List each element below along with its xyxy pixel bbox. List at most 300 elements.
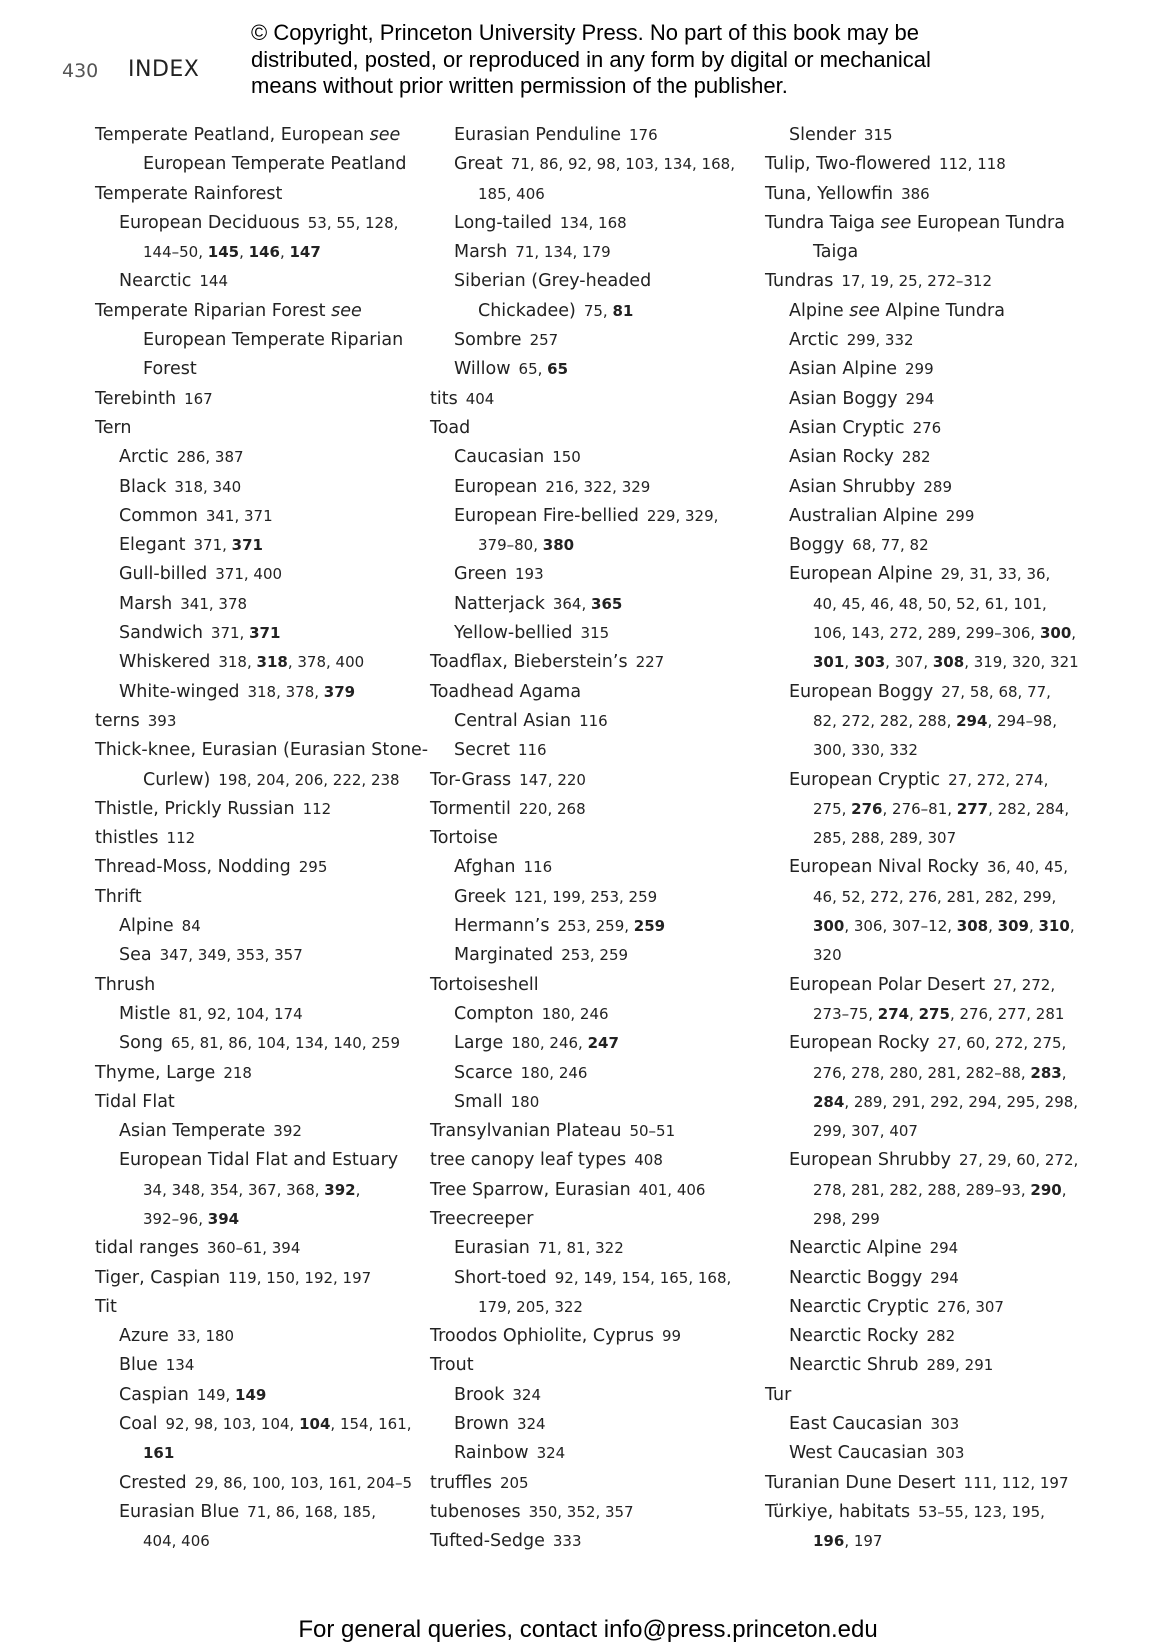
index-line (430, 1205, 760, 1234)
page-refs: 273–75, (813, 1004, 878, 1023)
entry-term: European Polar Desert (789, 974, 986, 995)
page-refs: 112 (302, 799, 332, 818)
index-line (95, 1527, 415, 1556)
index-line (765, 1351, 1105, 1380)
entry-term: Gull-billed (119, 564, 208, 585)
index-line (765, 1234, 1105, 1263)
page-ref-bold: 310 (1038, 917, 1070, 936)
index-line (430, 1176, 760, 1205)
entry-term: Tundras (765, 271, 834, 292)
index-line (95, 648, 415, 677)
entry-term: Asian Rocky (789, 447, 894, 468)
entry-term: Brown (454, 1414, 509, 1435)
index-line (765, 414, 1105, 443)
entry-term: European Fire-bellied (454, 505, 639, 526)
index-line (95, 1351, 415, 1380)
page-refs: 27, 272, (993, 975, 1056, 994)
entry-term: Transylvanian Plateau (430, 1121, 622, 1142)
see-reference: see (880, 212, 912, 233)
page-refs: , 294–98, (987, 711, 1057, 730)
page-refs: 29, 31, 33, 36, (940, 565, 1051, 584)
entry-term: Thyme, Large (95, 1062, 216, 1083)
entry-term: Thick-knee, Eurasian (Eurasian Stone- (95, 740, 429, 761)
index-line (430, 1000, 760, 1029)
page-ref-bold: 259 (633, 917, 666, 936)
entry-term: European Shrubby (789, 1150, 951, 1171)
entry-term: Asian Boggy (789, 388, 898, 409)
entry-term: Hermann’s (454, 916, 550, 937)
index-line (95, 1088, 415, 1117)
index-line (95, 1264, 415, 1293)
index-line (430, 648, 760, 677)
entry-term: Scarce (454, 1062, 513, 1083)
entry-term: Caucasian (454, 447, 545, 468)
index-line (95, 1146, 415, 1175)
entry-term: Small (454, 1091, 503, 1112)
page-refs: 167 (184, 389, 213, 408)
index-line (95, 1059, 415, 1088)
index-line (95, 1176, 415, 1205)
index-line (95, 736, 429, 765)
copyright-notice (251, 20, 951, 100)
page-refs: 392 (273, 1122, 302, 1141)
entry-term: tits (430, 388, 458, 409)
entry-term: Eurasian Blue (119, 1501, 240, 1522)
entry-term: Secret (454, 740, 510, 761)
entry-term: Brook (454, 1384, 505, 1405)
see-reference: see (369, 125, 401, 145)
index-line (765, 150, 1105, 179)
entry-term: Tuna, Yellowfin (765, 183, 894, 204)
entry-term: Troodos Ophiolite, Cyprus (430, 1326, 654, 1347)
page-refs: 27, 272, 274, (948, 770, 1049, 789)
index-line (430, 443, 760, 472)
index-line (765, 1088, 1105, 1117)
entry-term: Temperate Rainforest (95, 183, 283, 204)
index-column-1 (95, 121, 429, 1557)
page-ref-bold: 308 (956, 917, 989, 936)
entry-term: Thread-Moss, Nodding (95, 857, 291, 878)
index-line (430, 297, 760, 326)
index-line (95, 1498, 415, 1527)
section-title: INDEX (128, 57, 200, 82)
entry-term: thistles (95, 828, 159, 849)
entry-term: Elegant (119, 535, 186, 556)
page-refs: 299 (905, 360, 934, 379)
index-line (430, 941, 760, 970)
entry-term: Black (119, 476, 167, 497)
page-refs: 350, 352, 357 (528, 1502, 634, 1521)
page-refs: , (1071, 624, 1077, 643)
page-refs: 180, 246 (520, 1063, 588, 1082)
page-refs: 119, 150, 192, 197 (228, 1268, 372, 1287)
entry-term: tree canopy leaf types (430, 1150, 627, 1171)
entry-term: Arctic (119, 447, 169, 468)
page-ref-bold: 81 (612, 301, 634, 320)
index-line (765, 736, 1105, 765)
index-line (430, 766, 760, 795)
entry-term: Whiskered (119, 652, 211, 673)
index-line (430, 736, 760, 765)
index-line (430, 1146, 760, 1175)
index-line (430, 883, 760, 912)
entry-term: Nearctic Rocky (789, 1326, 919, 1347)
index-line (430, 853, 760, 882)
index-line (95, 180, 415, 209)
index-line (95, 385, 415, 414)
page-refs: 408 (634, 1151, 663, 1170)
index-line (430, 1469, 760, 1498)
index-line (765, 795, 1105, 824)
page-refs: 404 (465, 389, 495, 408)
entry-term: Slender (789, 125, 856, 145)
page-ref-bold: 318 (256, 653, 288, 672)
index-line (430, 560, 760, 589)
page-refs: 320 (813, 946, 842, 965)
page-refs: , 276–81, (882, 799, 957, 818)
index-line (95, 238, 415, 267)
page-refs: 299, 307, 407 (813, 1122, 918, 1141)
page-refs: 253, 259 (561, 946, 629, 965)
entry-term: Song (119, 1033, 164, 1054)
entry-term: Toad (430, 417, 471, 438)
index-line (765, 209, 1105, 238)
page-refs: 46, 52, 272, 276, 281, 282, 299, (813, 887, 1057, 906)
entry-term: European Nival Rocky (789, 857, 979, 878)
page-refs: 275, (813, 799, 852, 818)
page-refs: 220, 268 (518, 799, 586, 818)
page-refs: 112, 118 (939, 155, 1006, 174)
index-line (430, 1088, 760, 1117)
page-refs: 82, 272, 282, 288, (813, 711, 957, 730)
index-line (765, 1264, 1105, 1293)
page-ref-bold: 283 (1030, 1063, 1062, 1082)
entry-term: Alpine (789, 300, 850, 321)
entry-term: Large (454, 1033, 504, 1054)
index-line (95, 1322, 415, 1351)
page-ref-bold: 290 (1030, 1180, 1062, 1199)
index-line (430, 414, 760, 443)
entry-term: Türkiye, habitats (765, 1501, 911, 1522)
index-line (430, 795, 760, 824)
page-refs: 134 (165, 1356, 195, 1375)
page-refs: 71, 81, 322 (537, 1239, 624, 1258)
index-line (765, 766, 1105, 795)
index-line (765, 1059, 1105, 1088)
index-line (765, 1176, 1105, 1205)
index-line (765, 473, 1105, 502)
entry-term: Greek (454, 886, 507, 907)
page-ref-bold: 161 (143, 1444, 175, 1463)
page-refs: 116 (517, 741, 547, 760)
index-line (765, 1469, 1105, 1498)
index-line (765, 1498, 1105, 1527)
index-line (95, 853, 415, 882)
page-ref-bold: 247 (587, 1034, 619, 1053)
page-refs: 318, 340 (174, 477, 242, 496)
index-line (765, 824, 1105, 853)
page-refs: 393 (147, 711, 177, 730)
page-ref-bold: 149 (235, 1385, 267, 1404)
page-refs: , (844, 653, 854, 672)
entry-term: Terebinth (95, 388, 177, 409)
page-refs: 36, 40, 45, (986, 858, 1069, 877)
page-refs: 298, 299 (813, 1209, 880, 1228)
entry-term: Tit (95, 1296, 117, 1317)
page-refs: 144 (199, 272, 228, 291)
index-line (95, 267, 415, 296)
page-refs: 341, 378 (180, 594, 248, 613)
entry-term: Marginated (454, 945, 554, 966)
page-ref-bold: 277 (956, 799, 989, 818)
entry-term: Coal (119, 1414, 158, 1435)
index-line (95, 1117, 415, 1146)
index-line (95, 209, 415, 238)
page-refs: 227 (635, 653, 665, 672)
page-refs: 65, (518, 360, 548, 379)
page-refs: 303 (935, 1444, 965, 1463)
page-refs: 318, 378, (247, 682, 324, 701)
page-refs: 198, 204, 206, 222, 238 (218, 770, 400, 789)
page-refs: , (1069, 917, 1075, 936)
entry-term: Caspian (119, 1384, 189, 1405)
entry-term: East Caucasian (789, 1414, 923, 1435)
entry-term: European Temperate Peatland (143, 154, 407, 175)
page-refs: 333 (552, 1532, 582, 1551)
entry-term: Long-tailed (454, 212, 552, 233)
index-line (430, 619, 760, 648)
page-refs: 289 (923, 477, 953, 496)
index-line (95, 560, 415, 589)
page-refs: , 319, 320, 321 (964, 653, 1079, 672)
entry-term: Arctic (789, 330, 839, 351)
index-line (765, 1439, 1105, 1468)
entry-term: European Tundra (911, 212, 1065, 233)
index-line (95, 590, 415, 619)
entry-term: Eurasian Penduline (454, 125, 621, 145)
page-ref-bold: 147 (289, 243, 321, 262)
page-refs: 347, 349, 353, 357 (159, 946, 303, 965)
entry-term: Turanian Dune Desert (765, 1472, 956, 1493)
index-line (765, 385, 1105, 414)
see-reference: see (331, 300, 362, 321)
page-refs: 149, (196, 1385, 236, 1404)
page-ref-bold: 303 (853, 653, 886, 672)
index-line (765, 1205, 1105, 1234)
page-ref-bold: 379 (323, 682, 356, 701)
page-ref-bold: 196 (813, 1532, 845, 1551)
entry-term: Asian Alpine (789, 359, 897, 380)
page-ref-bold: 371 (249, 624, 281, 643)
page-refs: 150 (552, 448, 581, 467)
index-line (765, 238, 1105, 267)
entry-term: European Temperate Riparian (143, 330, 404, 351)
page-ref-bold: 371 (231, 536, 263, 555)
page-refs: 315 (580, 624, 610, 643)
entry-term: Taiga (813, 242, 859, 263)
index-line (430, 267, 760, 296)
index-line (95, 824, 415, 853)
page-refs: 360–61, 394 (206, 1239, 301, 1258)
page-refs: 300, 330, 332 (813, 741, 918, 760)
index-line (430, 1234, 760, 1263)
entry-term: Mistle (119, 1003, 171, 1024)
index-line (765, 1322, 1105, 1351)
page-refs: 341, 371 (205, 506, 273, 525)
index-line (430, 150, 760, 179)
page-refs: 193 (515, 565, 544, 584)
entry-term: Tidal Flat (95, 1091, 175, 1112)
page-refs: 33, 180 (176, 1327, 235, 1346)
index-line (95, 941, 415, 970)
index-line (765, 1029, 1105, 1058)
entry-term: Tortoise (430, 828, 498, 849)
page-refs: 116 (579, 711, 608, 730)
index-line (95, 414, 415, 443)
page-ref-bold: 308 (932, 653, 965, 672)
index-line (765, 180, 1105, 209)
index-line (95, 326, 415, 355)
page-refs: 71, 86, 168, 185, (247, 1502, 376, 1521)
page-refs: 27, 60, 272, 275, (937, 1034, 1067, 1053)
entry-term: terns (95, 710, 140, 731)
index-line (765, 941, 1105, 970)
page-refs: , (988, 917, 998, 936)
page-refs: 92, 149, 154, 165, 168, (554, 1268, 732, 1287)
copyright-line: © Copyright, Princeton University Press. No part of this book may be (251, 20, 919, 45)
page-refs: 294 (929, 1239, 959, 1258)
index-line (765, 912, 1105, 941)
index-line (430, 355, 760, 384)
page-refs: 99 (661, 1327, 682, 1346)
index-line (430, 502, 760, 531)
entry-term: Temperate Peatland, European (95, 125, 370, 145)
page-refs: 324 (536, 1444, 566, 1463)
entry-term: Green (454, 564, 507, 585)
page-refs: 147, 220 (519, 770, 586, 789)
page-refs: 176 (629, 126, 658, 144)
index-column-3 (765, 121, 1105, 1557)
entry-term: Forest (143, 359, 197, 380)
page-refs: 392–96, (143, 1209, 208, 1228)
entry-term: Nearctic Boggy (789, 1267, 923, 1288)
index-line (430, 1351, 760, 1380)
entry-term: Tiger, Caspian (95, 1267, 221, 1288)
index-line (430, 1410, 760, 1439)
page-ref-bold: 300 (1039, 624, 1072, 643)
page-refs: 282 (926, 1327, 956, 1346)
index-line (765, 590, 1105, 619)
page-refs: 278, 281, 282, 288, 289–93, (813, 1180, 1031, 1199)
page-ref-bold: 145 (207, 243, 240, 262)
page-refs: , 276, 277, 281 (949, 1004, 1065, 1023)
page-refs: 324 (516, 1415, 546, 1434)
index-line (95, 1029, 415, 1058)
entry-term: Temperate Riparian Forest (95, 300, 332, 321)
index-line (430, 1527, 760, 1556)
index-line (95, 766, 415, 795)
entry-term: Trout (430, 1355, 474, 1376)
page-refs: 81, 92, 104, 174 (178, 1004, 303, 1023)
index-line (430, 824, 760, 853)
entry-term: Curlew) (143, 769, 211, 790)
entry-term: tubenoses (430, 1501, 521, 1522)
page-refs: 27, 58, 68, 77, (941, 682, 1051, 701)
entry-term: Tree Sparrow, Eurasian (430, 1179, 631, 1200)
page-ref-bold: 380 (542, 536, 575, 555)
index-line (95, 443, 415, 472)
entry-term: Compton (454, 1003, 534, 1024)
entry-term: West Caucasian (789, 1443, 928, 1464)
index-line (765, 619, 1105, 648)
page-refs: 179, 205, 322 (478, 1297, 583, 1316)
page-refs: 17, 19, 25, 272–312 (841, 272, 992, 291)
index-line (765, 502, 1105, 531)
index-line (95, 912, 415, 941)
page-refs: 318, (218, 653, 257, 672)
entry-term: Sombre (454, 330, 522, 351)
index-line (430, 1381, 760, 1410)
page-refs: , (1028, 917, 1039, 936)
entry-term: Rainbow (454, 1443, 529, 1464)
index-line (95, 1234, 415, 1263)
page-refs: 216, 322, 329 (545, 477, 651, 496)
page-refs: 294 (905, 389, 935, 408)
page-refs: 180, 246, (511, 1034, 588, 1053)
page-ref-bold: 104 (299, 1415, 331, 1434)
index-line (95, 531, 415, 560)
page-refs: , (239, 243, 249, 262)
index-line (765, 1527, 1105, 1556)
page-refs: 134, 168 (559, 213, 627, 232)
page-refs: 299 (945, 506, 975, 525)
entry-term: Thistle, Prickly Russian (95, 798, 295, 819)
entry-term: Short-toed (454, 1267, 547, 1288)
index-line (95, 1381, 415, 1410)
page-refs: 295 (298, 858, 328, 877)
index-line (95, 795, 415, 824)
page-refs: 282 (901, 448, 931, 467)
page-refs: , 378, 400 (287, 653, 365, 672)
entry-term: Yellow-bellied (454, 623, 573, 644)
index-line (95, 883, 415, 912)
index-line (765, 297, 1105, 326)
page-refs: 286, 387 (176, 448, 244, 467)
page-refs: 371, 400 (215, 565, 283, 584)
page-refs: 29, 86, 100, 103, 161, 204–5 (194, 1473, 413, 1492)
copyright-line: distributed, posted, or reproduced in any form by digital or mechanical (251, 46, 931, 72)
page-refs: , (279, 243, 290, 262)
entry-term: Toadhead Agama (430, 681, 582, 702)
index-line (95, 473, 415, 502)
entry-term: Thrift (95, 886, 142, 907)
index-line (765, 560, 1105, 589)
page-refs: 218 (223, 1063, 252, 1082)
page-refs: 92, 98, 103, 104, (165, 1415, 300, 1434)
index-line (430, 1293, 760, 1322)
entry-term: Tormentil (430, 798, 511, 819)
index-line (430, 1117, 760, 1146)
page-refs: 371, (193, 536, 232, 555)
page-refs: 106, 143, 272, 289, 299–306, (813, 624, 1040, 643)
page-refs: 229, 329, (646, 506, 719, 525)
entry-term: Tortoiseshell (430, 974, 539, 995)
entry-term: European Cryptic (789, 769, 941, 790)
index-line (430, 1264, 760, 1293)
entry-term: Asian Temperate (119, 1121, 266, 1142)
entry-term: Australian Alpine (789, 505, 938, 526)
page-refs: 289, 291 (926, 1356, 994, 1375)
